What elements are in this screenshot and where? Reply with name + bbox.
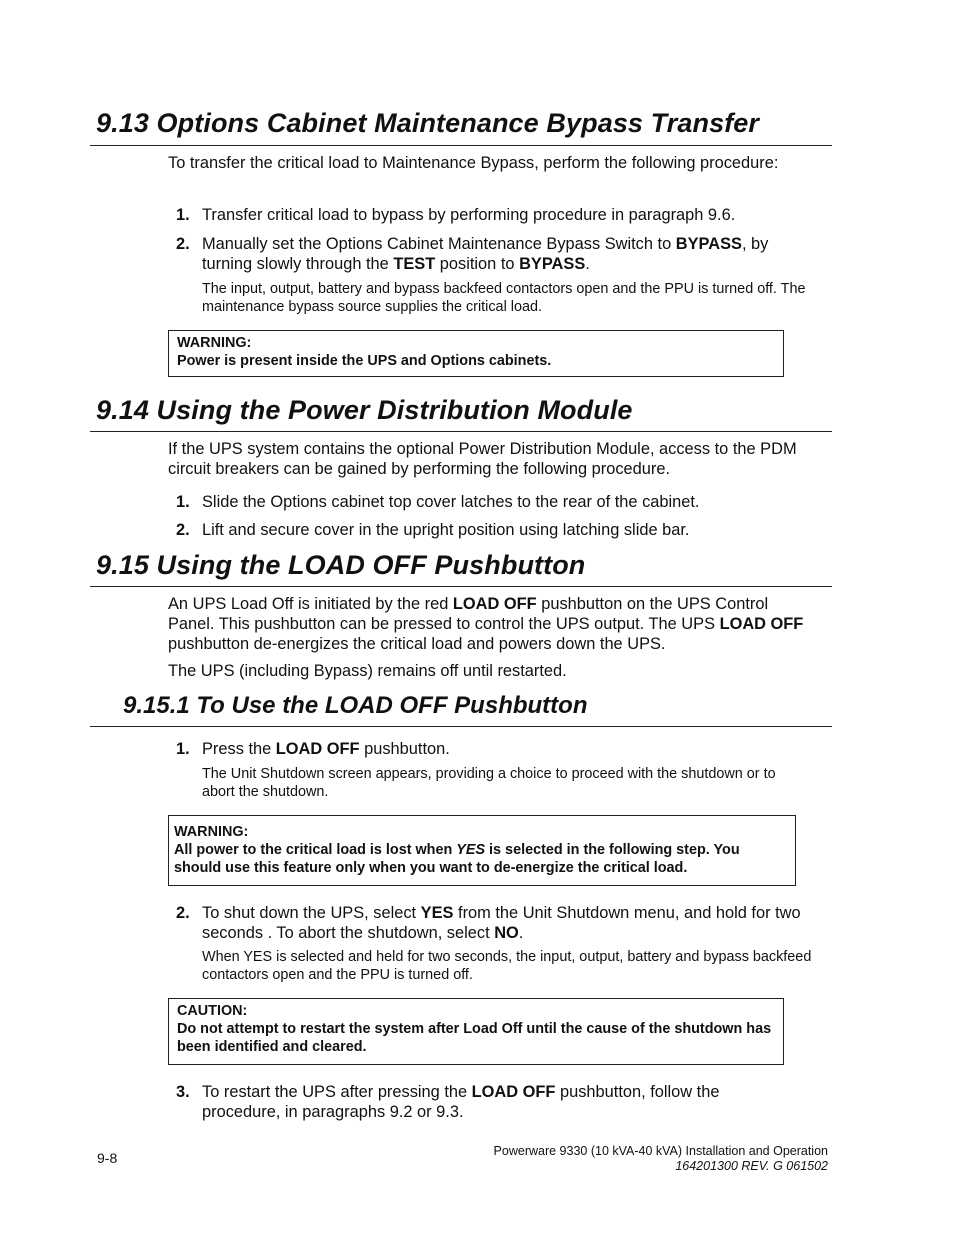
- section-heading-9-14: 9.14 Using the Power Distribution Module: [96, 395, 633, 425]
- step-number: 1.: [176, 740, 190, 758]
- section-heading-9-15: 9.15 Using the LOAD OFF Pushbutton: [96, 550, 586, 580]
- warning-box: [168, 330, 784, 377]
- heading-rule: [90, 726, 832, 727]
- step-number: 1.: [176, 493, 190, 511]
- page-number: 9-8: [97, 1150, 118, 1166]
- footer-revision: 164201300 REV. G 061502: [675, 1159, 828, 1173]
- warning-text: Power is present inside the UPS and Options cabinets.: [177, 353, 552, 369]
- warning-text: All power to the critical load is lost when YES is selected in the following step. You should use this feature only when you want to de-energize the critical load.: [174, 842, 740, 876]
- step-text: Lift and secure cover in the upright position using latching slide bar.: [202, 521, 690, 539]
- footer-title: Powerware 9330 (10 kVA-40 kVA) Installation and Operation: [493, 1144, 828, 1158]
- body-paragraph: An UPS Load Off is initiated by the red LOAD OFF pushbutton on the UPS Control Panel. This pushbutton can be pressed to control the UPS output. The UPS LOAD OFF pushbutton de-energizes the critical load and powers down the UPS.: [168, 595, 804, 653]
- step-text: Transfer critical load to bypass by performing procedure in paragraph 9.6.: [202, 206, 736, 224]
- step-text: To restart the UPS after pressing the LOAD OFF pushbutton, follow the procedure, in paragraphs 9.2 or 9.3.: [202, 1083, 720, 1121]
- step-text: Slide the Options cabinet top cover latches to the rear of the cabinet.: [202, 493, 700, 511]
- section-heading-9-13: 9.13 Options Cabinet Maintenance Bypass Transfer: [96, 108, 760, 138]
- step-text: Manually set the Options Cabinet Maintenance Bypass Switch to BYPASS, by turning slowly through the TEST position to BYPASS.: [202, 235, 769, 273]
- step-note: The input, output, battery and bypass backfeed contactors open and the PPU is turned off. The maintenance bypass source supplies the critical load.: [202, 281, 806, 315]
- step-number: 2.: [176, 235, 190, 253]
- step-note: The Unit Shutdown screen appears, providing a choice to proceed with the shutdown or to abort the shutdown.: [202, 766, 776, 800]
- footer-info: [494, 1144, 828, 1174]
- caution-text: Do not attempt to restart the system after Load Off until the cause of the shutdown has been identified and cleared.: [177, 1021, 772, 1055]
- intro-paragraph: If the UPS system contains the optional Power Distribution Module, access to the PDM circuit breakers can be gained by performing the following procedure.: [168, 440, 797, 478]
- step-number: 1.: [176, 206, 190, 224]
- caution-box: [168, 998, 784, 1065]
- warning-title: WARNING:: [174, 824, 249, 840]
- heading-rule: [90, 431, 832, 432]
- step-text: To shut down the UPS, select YES from the Unit Shutdown menu, and hold for two seconds . To abort the shutdown, select NO.: [202, 904, 801, 942]
- step-note: When YES is selected and held for two seconds, the input, output, battery and bypass backfeed contactors open and the PPU is turned off.: [202, 949, 812, 983]
- heading-rule: [90, 145, 832, 146]
- warning-title: WARNING:: [177, 335, 252, 351]
- subsection-heading-9-15-1: 9.15.1 To Use the LOAD OFF Pushbutton: [123, 692, 588, 719]
- heading-rule: [90, 586, 832, 587]
- caution-title: CAUTION:: [177, 1003, 248, 1019]
- step-number: 2.: [176, 904, 190, 922]
- body-paragraph: The UPS (including Bypass) remains off until restarted.: [168, 662, 567, 680]
- step-text: Press the LOAD OFF pushbutton.: [202, 740, 450, 758]
- step-number: 3.: [176, 1083, 190, 1101]
- step-number: 2.: [176, 521, 190, 539]
- intro-paragraph: To transfer the critical load to Maintenance Bypass, perform the following procedure:: [168, 154, 779, 172]
- warning-box: [168, 815, 796, 886]
